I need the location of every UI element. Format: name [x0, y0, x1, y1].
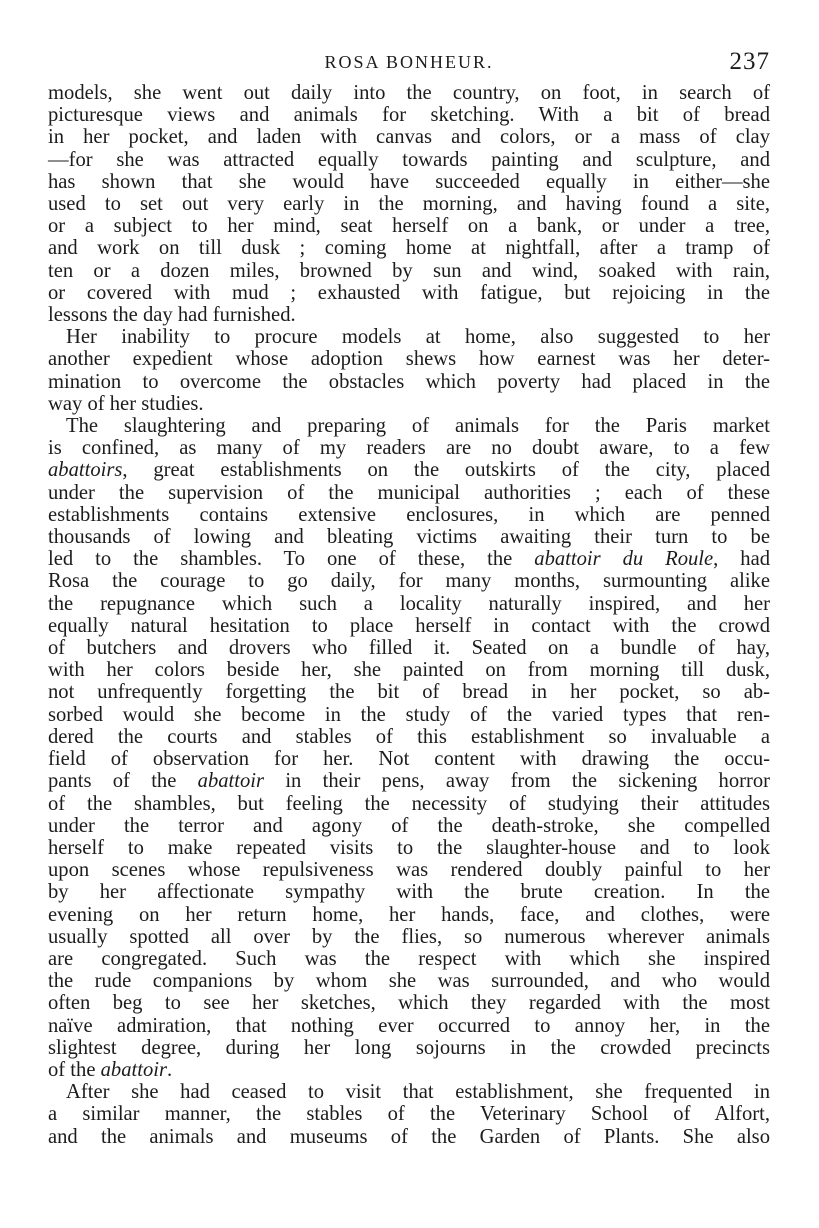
- text-line: used to set out very early in the morning, and having found a site,: [48, 193, 770, 216]
- running-title: ROSA BONHEUR.: [324, 52, 494, 72]
- text-line: models, she went out daily into the country, on foot, in search of: [48, 82, 770, 104]
- body-text: [48, 82, 770, 1148]
- text-line: usually spotted all over by the flies, so numerous wherever animals: [48, 925, 770, 948]
- paragraph-3: [48, 415, 770, 1081]
- text-line: naïve admiration, that nothing ever occurred to annoy her, in the: [48, 1014, 770, 1037]
- text-line: another expedient whose adoption shews how earnest was her deter-: [48, 348, 770, 371]
- text-line: led to the shambles. To one of these, the abattoir du Roule, had: [48, 548, 771, 571]
- text-line: the rude companions by whom she was surrounded, and who would: [48, 970, 770, 993]
- text-line: upon scenes whose repulsiveness was rendered doubly painful to her: [48, 859, 770, 882]
- text-line: The slaughtering and preparing of animals for the Paris market: [66, 415, 770, 438]
- text-line: ten or a dozen miles, browned by sun and wind, soaked with rain,: [48, 259, 770, 282]
- text-line: After she had ceased to visit that establishment, she frequented in: [66, 1081, 770, 1104]
- text-line: under the terror and agony of the death-stroke, she compelled: [48, 814, 770, 837]
- text-line: evening on her return home, her hands, face, and clothes, were: [48, 903, 770, 926]
- text-line: establishments contains extensive enclosures, in which are penned: [48, 503, 770, 526]
- text-line: Rosa the courage to go daily, for many months, surmounting alike: [48, 570, 770, 593]
- italic-term: abattoir du Roule: [534, 548, 714, 571]
- text-line: sorbed would she become in the study of the varied types that ren-: [48, 703, 770, 726]
- text-line: the repugnance which such a locality naturally inspired, and her: [48, 592, 770, 615]
- text-line: are congregated. Such was the respect with which she inspired: [48, 947, 770, 970]
- text-line: with her colors beside her, she painted on from morning till dusk,: [48, 659, 770, 682]
- text-line: in her pocket, and laden with canvas and colors, or a mass of clay: [48, 126, 770, 149]
- text-line: field of observation for her. Not content with drawing the occu-: [48, 748, 770, 771]
- text-line: Her inability to procure models at home, also suggested to her: [66, 326, 770, 349]
- text-line: picturesque views and animals for sketching. With a bit of bread: [48, 104, 770, 127]
- running-header: [48, 48, 770, 82]
- text-line: dered the courts and stables of this establishment so invaluable a: [48, 725, 770, 748]
- paragraph-1: [48, 82, 770, 326]
- italic-term: abattoir: [100, 1058, 167, 1081]
- book-page: [48, 48, 770, 1148]
- text-line: lessons the day had furnished.: [48, 304, 296, 327]
- text-line: mination to overcome the obstacles which poverty had placed in the: [48, 370, 770, 393]
- text-line: way of her studies.: [48, 392, 204, 415]
- text-line: or covered with mud ; exhausted with fatigue, but rejoicing in the: [48, 281, 770, 304]
- text-line: of butchers and drovers who filled it. Seated on a bundle of hay,: [48, 637, 770, 660]
- paragraph-2: [48, 326, 770, 415]
- text-line: equally natural hesitation to place herself in contact with the crowd: [48, 614, 770, 637]
- text-line: of the shambles, but feeling the necessity of studying their attitudes: [48, 792, 770, 815]
- text-line: pants of the abattoir in their pens, away from the sickening horror: [48, 770, 771, 793]
- text-line: not unfrequently forgetting the bit of bread in her pocket, so ab-: [48, 681, 770, 704]
- text-line: and work on till dusk ; coming home at nightfall, after a tramp of: [48, 237, 770, 260]
- text-line: herself to make repeated visits to the slaughter-house and to look: [48, 836, 770, 859]
- text-line: by her affectionate sympathy with the brute creation. In the: [48, 881, 770, 904]
- text-line: abattoirs, great establishments on the outskirts of the city, placed: [48, 459, 770, 482]
- text-line: under the supervision of the municipal authorities ; each of these: [48, 481, 770, 504]
- italic-term: abattoir: [197, 770, 265, 793]
- text-line: and the animals and museums of the Garden of Plants. She also: [48, 1125, 770, 1148]
- text-line: of the abattoir.: [48, 1058, 173, 1081]
- text-line: slightest degree, during her long sojourns in the crowded precincts: [48, 1036, 770, 1059]
- text-line: is confined, as many of my readers are no doubt aware, to a few: [48, 437, 770, 460]
- text-line: has shown that she would have succeeded equally in either—she: [48, 170, 770, 193]
- text-line: —for she was attracted equally towards painting and sculpture, and: [48, 148, 770, 171]
- page-number: 237: [729, 48, 770, 75]
- text-line: or a subject to her mind, seat herself on a bank, or under a tree,: [48, 215, 770, 238]
- text-line: a similar manner, the stables of the Veterinary School of Alfort,: [48, 1103, 770, 1126]
- text-line: thousands of lowing and bleating victims awaiting their turn to be: [48, 526, 770, 549]
- italic-term: abattoirs: [48, 459, 123, 482]
- text-line: often beg to see her sketches, which they regarded with the most: [48, 992, 770, 1015]
- paragraph-4: [48, 1081, 770, 1148]
